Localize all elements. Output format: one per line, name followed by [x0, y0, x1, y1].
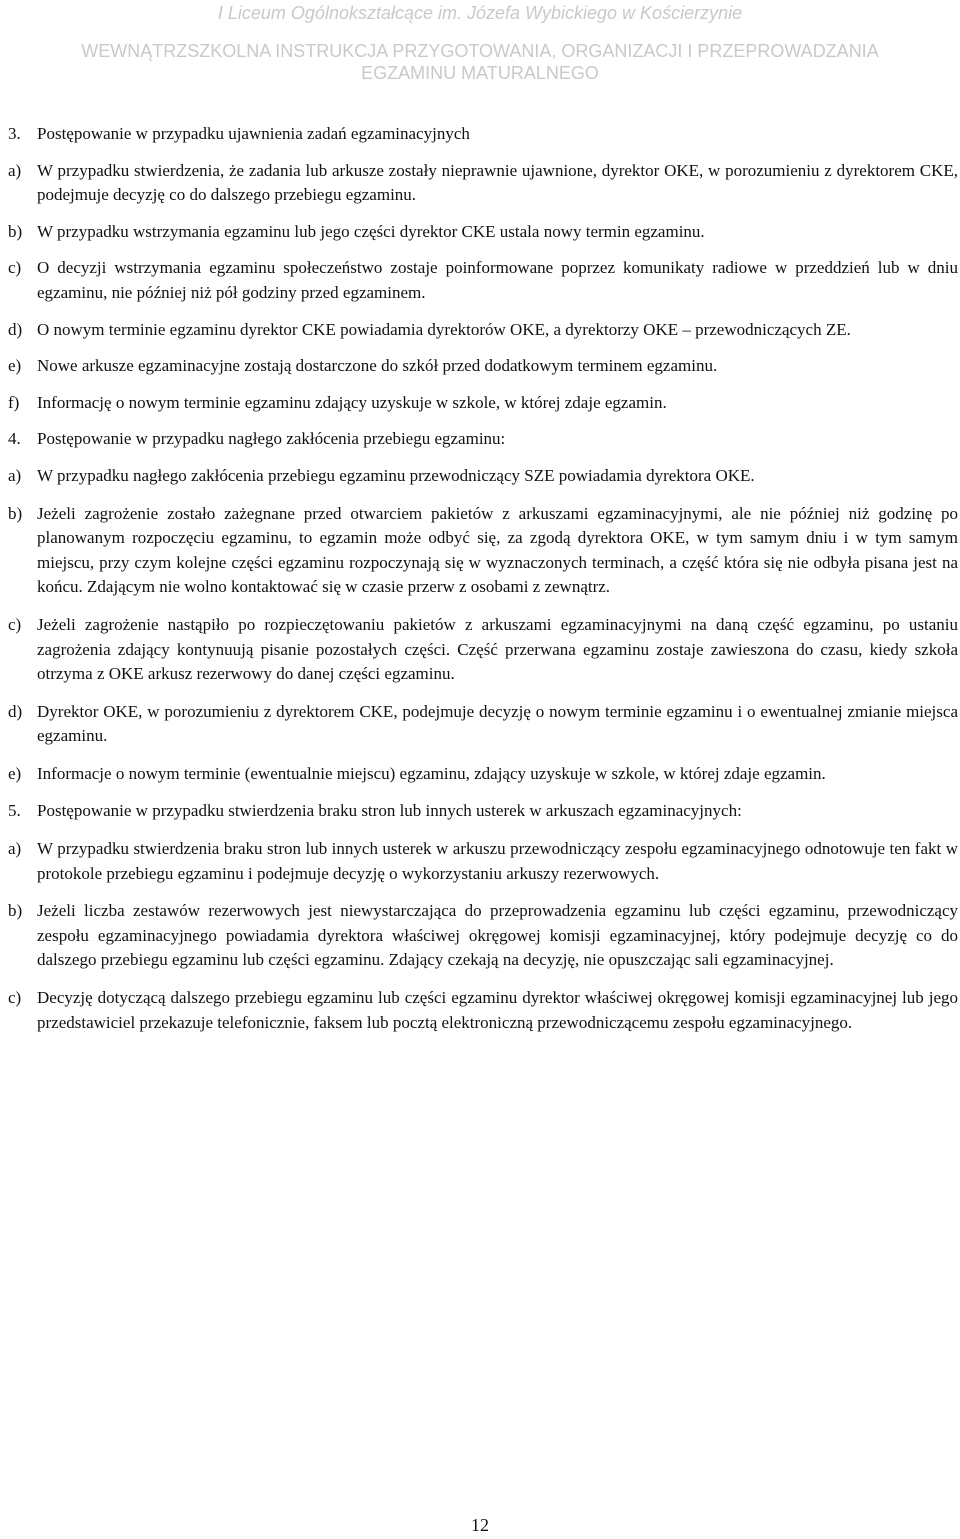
item-label: 4. [8, 429, 21, 449]
document-body [8, 122, 958, 1048]
list-item [8, 502, 958, 600]
item-label: f) [8, 392, 20, 412]
list-item [8, 899, 958, 973]
item-label: c) [8, 988, 22, 1008]
item-text: Nowe arkusze egzaminacyjne zostają dostarczone do szkół przed dodatkowym terminem egzaminu. [37, 356, 718, 376]
item-label: a) [8, 160, 22, 180]
item-text: Informację o nowym terminie egzaminu zdający uzyskuje w szkole, w której zdaje egzamin. [37, 392, 667, 412]
item-label: 5. [8, 801, 21, 821]
item-label: e) [8, 763, 22, 783]
list-item [8, 700, 958, 749]
item-text: Dyrektor OKE, w porozumieniu z dyrektorem CKE, podejmuje decyzję o nowym terminie egzaminu i o ewentualnej zmianie miejsca egzaminu. [37, 701, 958, 746]
item-text: Informacje o nowym terminie (ewentualnie miejscu) egzaminu, zdający uzyskuje w szkole, w której zdaje egzamin. [37, 763, 826, 783]
item-text: W przypadku nagłego zakłócenia przebiegu egzaminu przewodniczący SZE powiadamia dyrektora OKE. [37, 465, 755, 485]
list-item [8, 220, 958, 245]
item-label: e) [8, 356, 22, 376]
item-label: c) [8, 614, 22, 634]
item-label: 3. [8, 124, 21, 143]
list-item [8, 354, 958, 379]
item-text: Decyzję dotyczącą dalszego przebiegu egzaminu lub części egzaminu dyrektor właściwej okręgowej komisji egzaminacyjnej lub jego przedstawiciel przekazuje telefonicznie, faksem lub pocztą elektroniczną przewodniczącemu zespołu egzaminacyjnego. [37, 988, 958, 1032]
item-label: a) [8, 839, 22, 859]
item-text: W przypadku wstrzymania egzaminu lub jego części dyrektor CKE ustala nowy termin egzaminu. [37, 221, 705, 241]
page-number: 12 [471, 1515, 489, 1535]
item-label: b) [8, 503, 23, 523]
header-instruction-title: WEWNĄTRZSZKOLNA INSTRUKCJA PRZYGOTOWANIA, ORGANIZACJI I PRZEPROWADZANIA [81, 41, 879, 61]
list-item [8, 159, 958, 208]
list-item [8, 986, 958, 1035]
item-label: b) [8, 901, 23, 921]
item-text: Postępowanie w przypadku stwierdzenia braku stron lub innych usterek w arkuszach egzaminacyjnych: [37, 801, 742, 821]
list-item [8, 256, 958, 305]
list-item [8, 613, 958, 687]
item-text: Jeżeli liczba zestawów rezerwowych jest niewystarczająca do przeprowadzenia egzaminu lub części egzaminu, przewodniczący zespołu egzaminacyjnego powiadamia dyrektora właściwej okręgowej komisji egzaminacyjnej, który podejmuje decyzję co do dalszego przebiegu egzaminu lub części egzaminu. Zdający czekają na decyzję, nie opuszczając sali egzaminacyjnej. [37, 901, 958, 970]
item-label: d) [8, 701, 23, 721]
section-heading [8, 427, 958, 452]
item-label: b) [8, 221, 23, 241]
item-text: Postępowanie w przypadku ujawnienia zadań egzaminacyjnych [37, 124, 470, 143]
item-text: Jeżeli zagrożenie nastąpiło po rozpieczętowaniu pakietów z arkuszami egzaminacyjnymi na daną część egzaminu, po ustaniu zagrożenia zdający kontynuują pisanie pozostałych części. Część przerwana egzaminu zostaje zawieszona do czasu, kiedy szkoła otrzyma z OKE arkusz rezerwowy do danej części egzaminu. [37, 614, 958, 684]
list-item [8, 391, 958, 416]
item-text: Postępowanie w przypadku nagłego zakłócenia przebiegu egzaminu: [37, 429, 506, 449]
item-text: O decyzji wstrzymania egzaminu społeczeństwo zostaje poinformowane poprzez komunikaty radiowe w przeddzień lub w dniu egzaminu, nie później niż pół godziny przed egzaminem. [37, 258, 958, 302]
list-item [8, 837, 958, 886]
list-item [8, 762, 958, 787]
item-label: a) [8, 465, 22, 485]
item-text: O nowym terminie egzaminu dyrektor CKE powiadamia dyrektorów OKE, a dyrektorzy OKE – przewodniczących ZE. [37, 319, 851, 339]
item-text: W przypadku stwierdzenia braku stron lub innych usterek w arkuszu przewodniczący zespołu egzaminacyjnego odnotowuje ten fakt w protokole przebiegu egzaminu i podejmuje decyzję o wykorzystaniu arkuszy rezerwowych. [37, 839, 958, 883]
list-item [8, 318, 958, 343]
section-heading [8, 122, 958, 147]
section-heading [8, 799, 958, 824]
header-instruction-subtitle: EGZAMINU MATURALNEGO [361, 63, 599, 83]
item-label: c) [8, 258, 22, 278]
header-school-name: I Liceum Ogólnokształcące im. Józefa Wybickiego w Kościerzynie [217, 3, 743, 23]
item-text: Jeżeli zagrożenie zostało zażegnane przed otwarciem pakietów z arkuszami egzaminacyjnymi, ale nie później niż godzinę po planowanym rozpoczęciu egzaminu, to egzamin może odbyć się, za zgodą dyrektora OKE, w tym samym dniu i w tym samym miejscu, przy czym kolejne części egzaminu rozpoczynają się w wyznaczonych terminach, a część która się nie odbyła pisana jest na końcu. Zdającym nie wolno kontaktować się w czasie przerw z osobami z zewnątrz. [37, 503, 958, 597]
item-text: W przypadku stwierdzenia, że zadania lub arkusze zostały nieprawnie ujawnione, dyrektor OKE, w porozumieniu z dyrektorem CKE, podejmuje decyzję co do dalszego przebiegu egzaminu. [37, 160, 958, 205]
item-label: d) [8, 319, 23, 339]
list-item [8, 464, 958, 489]
